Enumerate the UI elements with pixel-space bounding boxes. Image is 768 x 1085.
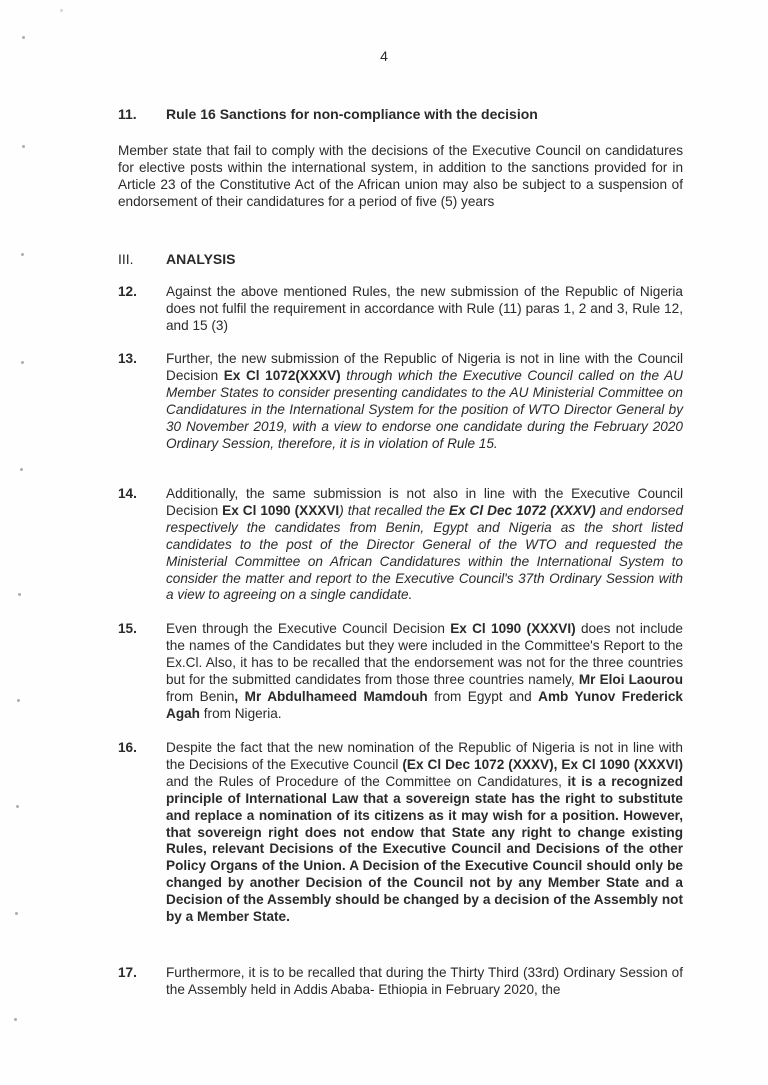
section-iii-heading [118, 251, 683, 268]
scan-mark [18, 593, 21, 596]
scan-mark [60, 9, 63, 12]
decision-reference: Ex Cl 1072(XXXV) [223, 367, 341, 383]
decision-reference: (Ex Cl Dec 1072 (XXXV), Ex Cl 1090 (XXXVI) [402, 756, 683, 772]
paragraph-number: 15. [118, 621, 137, 636]
paragraph-14 [118, 486, 683, 604]
paragraph-text [166, 621, 683, 722]
section-number: III. [118, 251, 134, 267]
paragraph-text [166, 486, 683, 604]
scan-mark [21, 361, 24, 364]
text-run: from Nigeria. [199, 705, 282, 721]
paragraph-text: Against the above mentioned Rules, the new submission of the Republic of Nigeria does not fulfil the requirement in accordance with Rule (11) paras 1, 2 and 3, Rule 12, and 15 (3) [166, 284, 683, 333]
section-title: Rule 16 Sanctions for non-compliance with the decision [166, 106, 538, 122]
paragraph-number: 17. [118, 965, 137, 980]
section-11-body: Member state that fail to comply with the decisions of the Executive Council on candidatures for elective posts within the international system, in addition to the sanctions provided for in Article 23 of the Constitutive Act of the African union may also be subject to a suspension of endorsement of their candidatures for a period of five (5) years [118, 143, 683, 209]
paragraph-17 [118, 965, 683, 999]
section-title: ANALYSIS [166, 251, 236, 267]
paragraph-number: 13. [118, 351, 137, 366]
text-run: and the Rules of Procedure of the Committee on Candidatures, [166, 773, 568, 789]
decision-reference: Ex Cl 1090 (XXXVI [222, 502, 340, 518]
text-run-italic: through which the Executive Council called on the AU Member States to consider presenting candidates to the AU Ministerial Committee on Candidatures in the International System for the position of WTO Director General by 30 November 2019, with a view to endorse one candidate during the February 2020 Ordinary Session, therefore, it is in violation of Rule 15. [166, 367, 683, 451]
scan-mark [16, 805, 19, 808]
paragraph-number: 14. [118, 486, 137, 501]
decision-reference: Ex Cl 1090 (XXXVI) [450, 621, 576, 636]
page-number: 4 [380, 48, 388, 64]
scan-mark [22, 36, 25, 39]
section-number: 11. [118, 106, 137, 122]
paragraph-number: 16. [118, 740, 137, 755]
paragraph-number: 12. [118, 284, 137, 299]
decision-reference: Ex Cl Dec 1072 (XXXV) [448, 502, 596, 518]
scan-mark [15, 912, 18, 915]
candidate-name: , Mr Abdulhameed Mamdouh [234, 688, 428, 704]
paragraph-12 [118, 284, 683, 335]
paragraph-16 [118, 740, 683, 926]
scan-mark [14, 1018, 17, 1021]
scan-mark [20, 468, 23, 471]
paragraph-13 [118, 351, 683, 452]
text-run: does not include the names of the Candidates but they were included in the Committee's Report to the Ex.Cl. Also, it has to be recalled that the endorsement was not for the three countries but for the submitted candidates from those three countries namely, [166, 621, 683, 687]
text-run: from Egypt and [427, 688, 539, 704]
text-run: from Benin [166, 688, 235, 704]
text-run: Further, the new submission of the Republic of Nigeria is not in line with the Council Decision [166, 351, 683, 383]
paragraph-15 [118, 621, 683, 722]
candidate-name: Amb Yunov Frederick Agah [166, 688, 683, 721]
emphasized-principle: it is a recognized principle of International Law that a sovereign state has the right to substitute and replace a nomination of its citizens as it may wish for a position. However, that sovereign right does not endow that State any right to change existing Rules, relevant Decisions of the Executive Council and Decisions of the other Policy Organs of the Union. A Decision of the Executive Council should only be changed by another Decision of the Council not by any Member State and a Decision of the Assembly should be changed by a decision of the Assembly not by a Member State. [166, 773, 683, 925]
paragraph-text [166, 351, 683, 452]
scan-mark [22, 145, 25, 148]
text-run: Additionally, the same submission is not also in line with the Executive Council Decision [166, 486, 683, 518]
scan-mark [21, 253, 24, 256]
section-11-heading [118, 106, 683, 123]
text-run: Even through the Executive Council Decision [166, 621, 451, 636]
text-run-italic: ) that recalled the [339, 502, 449, 518]
candidate-name: Mr Eloi Laourou [578, 671, 683, 687]
scan-mark [17, 699, 20, 702]
text-run-italic: and endorsed respectively the candidates from Benin, Egypt and Nigeria as the short listed candidates to the post of the Director General of the WTO and requested the Ministerial Committee on African Candidatures within the International System to consider the matter and report to the Executive Council's 37th Ordinary Session with a view to agreeing on a single candidate. [166, 502, 684, 603]
paragraph-text [166, 740, 683, 926]
text-run: Despite the fact that the new nomination of the Republic of Nigeria is not in line with the Decisions of the Executive Council [166, 740, 683, 772]
paragraph-text: Furthermore, it is to be recalled that during the Thirty Third (33rd) Ordinary Session of the Assembly held in Addis Ababa- Ethiopia in February 2020, the [166, 965, 683, 997]
